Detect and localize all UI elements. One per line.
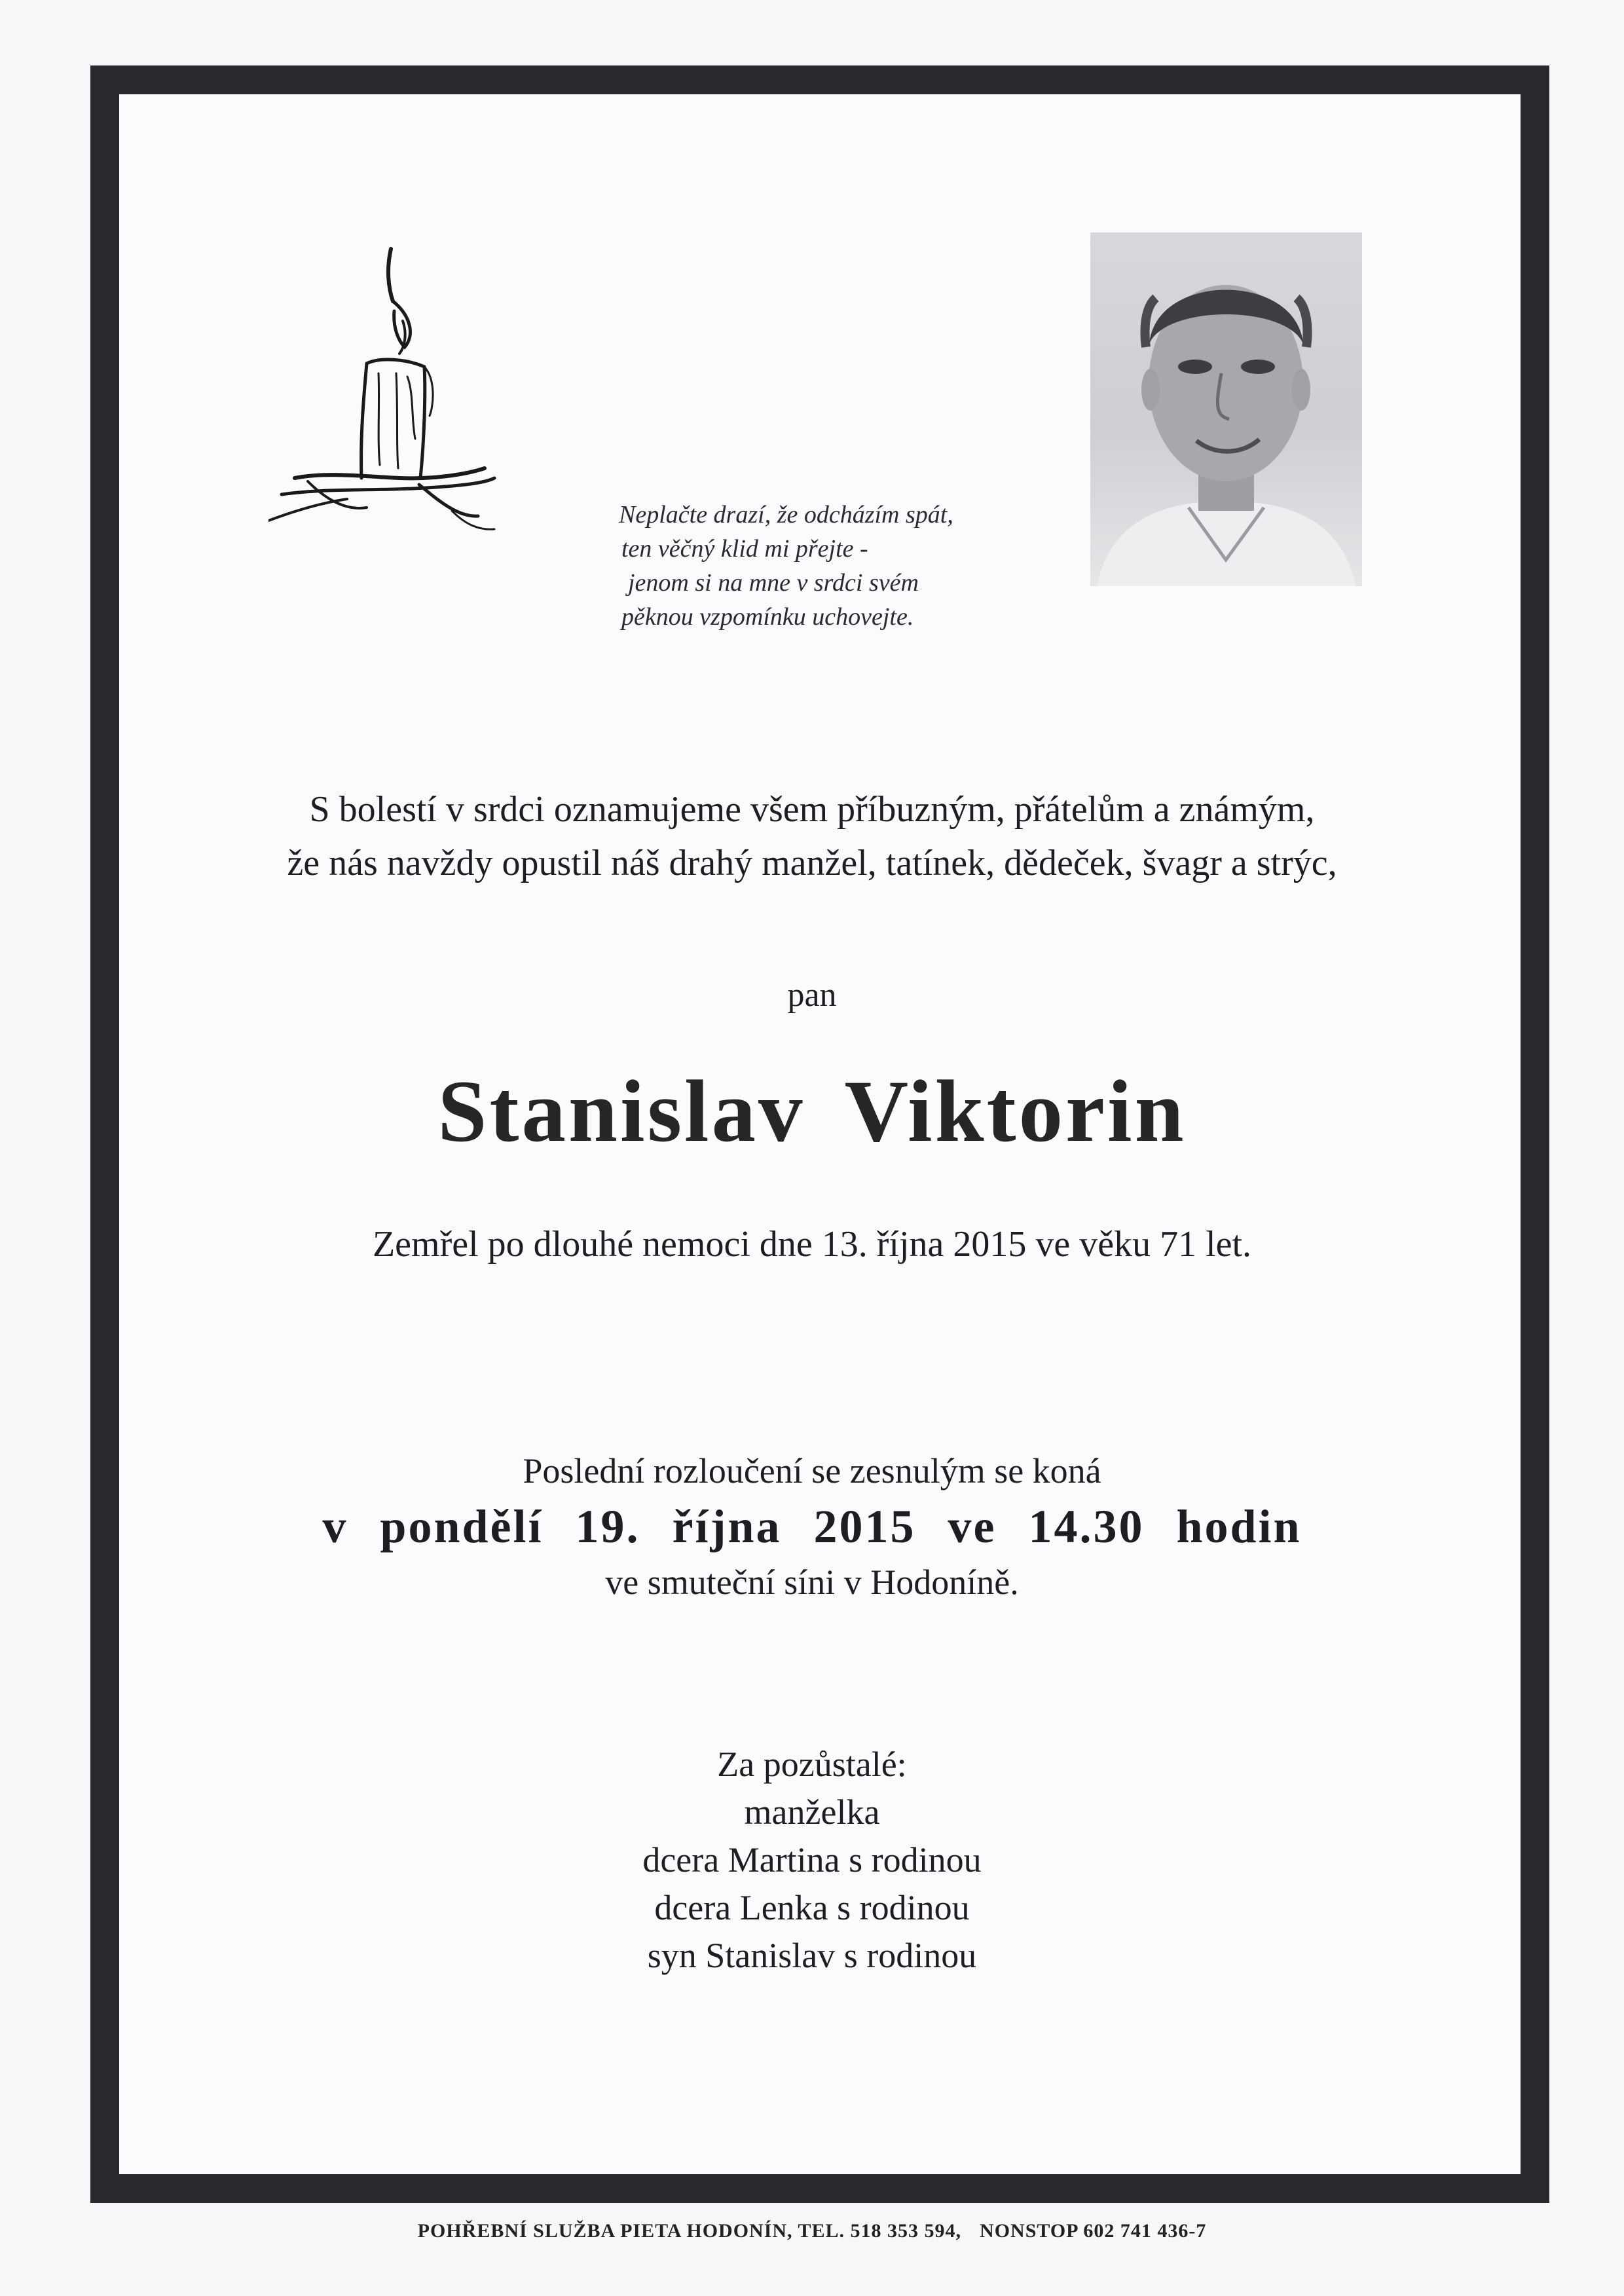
date-word: ve	[948, 1500, 997, 1553]
portrait-photo	[1090, 232, 1362, 586]
footer-nonstop: NONSTOP 602 741 436-7	[980, 2220, 1207, 2242]
date-word: října	[672, 1500, 782, 1553]
announcement-line: S bolestí v srdci oznamujeme všem příbuzným, přátelům a známým,	[309, 789, 1315, 830]
verse-line: jenom si na mne v srdci svém	[628, 569, 919, 597]
survivor-item: dcera Lenka s rodinou	[654, 1888, 970, 1927]
death-notice: Zemřel po dlouhé nemoci dne 13. října 2015 ve věku 71 let.	[372, 1224, 1252, 1265]
verse	[619, 498, 1090, 634]
date-word: hodin	[1176, 1500, 1302, 1553]
date-word: pondělí	[380, 1500, 544, 1553]
deceased-name	[0, 1061, 1624, 1162]
footer-company: POHŘEBNÍ SLUŽBA PIETA HODONÍN, TEL. 518 353 594,	[417, 2220, 962, 2242]
funeral-service-footer	[0, 2220, 1624, 2242]
last-name: Viktorin	[844, 1063, 1187, 1160]
funeral-intro: Poslední rozloučení se zesnulým se koná	[523, 1451, 1101, 1491]
salutation: pan	[787, 976, 837, 1014]
announcement-line: že nás navždy opustil náš drahý manžel, tatínek, dědeček, švagr a strýc,	[287, 843, 1337, 883]
survivor-item: syn Stanislav s rodinou	[647, 1936, 977, 1975]
funeral-place: ve smuteční síni v Hodoníně.	[605, 1563, 1019, 1602]
survivor-item: dcera Martina s rodinou	[642, 1840, 982, 1879]
funeral-date	[0, 1500, 1624, 1554]
survivors	[0, 1741, 1624, 1980]
announcement	[0, 783, 1624, 890]
first-name: Stanislav	[437, 1063, 805, 1160]
survivor-item: manželka	[744, 1792, 880, 1832]
date-word: v	[322, 1500, 348, 1553]
candle-icon	[268, 242, 504, 550]
survivors-heading: Za pozůstalé:	[717, 1745, 907, 1784]
date-word: 2015	[813, 1500, 916, 1553]
verse-line: ten věčný klid mi přejte -	[621, 535, 868, 563]
date-word: 19.	[575, 1500, 640, 1553]
date-word: 14.30	[1028, 1500, 1145, 1553]
verse-line: Neplačte drazí, že odcházím spát,	[619, 501, 953, 528]
verse-line: pěknou vzpomínku uchovejte.	[621, 603, 914, 631]
portrait-drawing	[1090, 232, 1362, 586]
